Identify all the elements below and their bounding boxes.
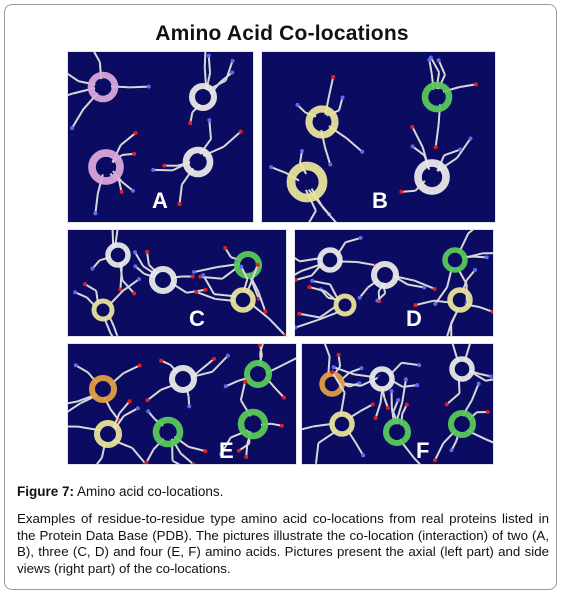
atom-dot bbox=[434, 145, 438, 149]
atom-dot bbox=[239, 130, 243, 134]
atom-dot bbox=[390, 389, 394, 393]
side-chain-bond bbox=[123, 366, 139, 374]
side-chain-bond bbox=[189, 447, 206, 451]
side-chain-bond bbox=[153, 170, 172, 171]
caption-text: Amino acid co-locations. bbox=[74, 484, 224, 499]
atom-dot bbox=[128, 399, 132, 403]
side-chain-bond bbox=[72, 109, 83, 128]
atom-dot bbox=[485, 255, 489, 259]
atom-dot bbox=[74, 363, 78, 367]
atom-dot bbox=[433, 458, 437, 462]
side-chain-bond bbox=[339, 97, 343, 110]
side-chain-bond bbox=[114, 326, 118, 337]
atom-dot bbox=[399, 190, 403, 194]
side-chain-bond bbox=[325, 147, 330, 164]
atom-dot bbox=[207, 54, 211, 58]
atom-dot bbox=[332, 365, 336, 369]
side-chain-bond bbox=[241, 382, 245, 400]
atom-dot bbox=[70, 126, 74, 130]
atom-dot bbox=[437, 58, 441, 62]
atom-dot bbox=[231, 59, 235, 63]
atom-dot bbox=[396, 398, 400, 402]
atom-dot bbox=[90, 267, 94, 271]
panel-e bbox=[67, 343, 297, 465]
atom-dot bbox=[337, 353, 341, 357]
side-chain-bond bbox=[459, 84, 476, 87]
figure-description: Examples of residue-to-residue type amino acid co-locations from real proteins listed in the Protein Data Base (PDB). The pictures illustrate the co-location (interaction) of two (A, B), three (C, D) and four (E, F) amino acids. Pictures present the axial (left part) and side views (right part) of the co-locations. bbox=[17, 511, 549, 576]
atom-dot bbox=[427, 58, 431, 62]
atom-dot bbox=[187, 404, 191, 408]
atom-dot bbox=[83, 282, 87, 286]
atom-dot bbox=[405, 403, 409, 407]
side-chain-bond bbox=[401, 191, 415, 192]
panel-b-label: B bbox=[372, 188, 388, 213]
panel-c bbox=[67, 229, 287, 337]
atom-dot bbox=[212, 357, 216, 361]
side-chain-bond bbox=[402, 363, 420, 365]
atom-dot bbox=[191, 275, 195, 279]
helix-core bbox=[338, 420, 347, 429]
caption-label: Figure 7: bbox=[17, 484, 75, 499]
atom-dot bbox=[201, 273, 205, 277]
atom-dot bbox=[192, 270, 196, 274]
side-chain-bond bbox=[444, 150, 460, 156]
side-chain-bond bbox=[435, 443, 443, 460]
atom-dot bbox=[469, 137, 473, 141]
atom-dot bbox=[404, 377, 408, 381]
side-chain-bond bbox=[258, 292, 265, 312]
panel-b bbox=[261, 51, 496, 223]
side-chain-bond bbox=[346, 138, 362, 152]
atom-dot bbox=[417, 363, 421, 367]
side-chain-bond bbox=[295, 320, 318, 328]
side-chain-bond bbox=[360, 404, 373, 411]
helix-core bbox=[328, 380, 337, 389]
side-chain-bond bbox=[130, 87, 149, 88]
atom-dot bbox=[133, 264, 137, 268]
side-chain-bond bbox=[269, 318, 286, 335]
atom-dot bbox=[450, 448, 454, 452]
side-chain-bond bbox=[271, 167, 286, 173]
atom-dot bbox=[138, 364, 142, 368]
atom-dot bbox=[422, 285, 426, 289]
helix-core bbox=[378, 375, 387, 384]
atom-dot bbox=[237, 449, 241, 453]
panel-f bbox=[301, 343, 494, 465]
atom-dot bbox=[330, 370, 334, 374]
atom-dot bbox=[310, 279, 314, 283]
helix-core bbox=[98, 384, 108, 394]
panel-e-label: E bbox=[219, 438, 234, 463]
atom-dot bbox=[226, 354, 230, 358]
atom-dot bbox=[410, 125, 414, 129]
side-chain-bond bbox=[76, 365, 88, 372]
atom-dot bbox=[374, 416, 378, 420]
panel-d bbox=[294, 229, 494, 337]
side-chain-bond bbox=[480, 307, 493, 312]
atom-dot bbox=[145, 398, 149, 402]
side-chain-bond bbox=[181, 454, 194, 465]
side-chain-bond bbox=[124, 408, 138, 416]
atom-dot bbox=[223, 246, 227, 250]
atom-dot bbox=[331, 75, 335, 79]
atom-dot bbox=[489, 374, 493, 378]
helix-core bbox=[326, 256, 335, 265]
atom-dot bbox=[361, 453, 365, 457]
helix-core bbox=[158, 275, 168, 285]
panel-a-label: A bbox=[152, 188, 168, 213]
helix-core bbox=[426, 171, 439, 184]
atom-dot bbox=[486, 410, 490, 414]
side-chain-bond bbox=[412, 127, 422, 148]
atom-dot bbox=[433, 287, 437, 291]
atom-dot bbox=[145, 250, 149, 254]
atom-dot bbox=[188, 121, 192, 125]
side-chain-bond bbox=[68, 72, 79, 82]
side-chain-bond bbox=[312, 281, 330, 284]
panel-a bbox=[67, 51, 254, 223]
atom-dot bbox=[146, 409, 150, 413]
atom-dot bbox=[280, 424, 284, 428]
side-chain-bond bbox=[202, 359, 214, 369]
atom-dot bbox=[159, 359, 163, 363]
atom-dot bbox=[341, 95, 345, 99]
side-chain-bond bbox=[486, 439, 494, 447]
side-chain-bond bbox=[95, 194, 97, 214]
atom-dot bbox=[300, 149, 304, 153]
helix-core bbox=[316, 116, 328, 128]
helix-core bbox=[380, 270, 390, 280]
atom-dot bbox=[295, 103, 299, 107]
helix-core bbox=[392, 427, 402, 437]
side-chain-bond bbox=[220, 73, 232, 83]
atom-dot bbox=[119, 190, 123, 194]
side-chain-bond bbox=[92, 52, 100, 62]
atom-dot bbox=[131, 189, 135, 193]
side-chain-bond bbox=[402, 379, 406, 402]
side-chain-bond bbox=[444, 326, 450, 337]
helix-core bbox=[193, 157, 204, 168]
side-chain-bond bbox=[316, 443, 319, 465]
helix-core bbox=[253, 369, 263, 379]
side-chain-bond bbox=[68, 402, 77, 406]
atom-dot bbox=[477, 382, 481, 386]
helix-core bbox=[239, 296, 248, 305]
helix-core bbox=[458, 365, 467, 374]
panel-d-label: D bbox=[406, 306, 422, 331]
atom-dot bbox=[269, 165, 273, 169]
atom-dot bbox=[458, 148, 462, 152]
side-chain-bond bbox=[224, 132, 241, 147]
atom-dot bbox=[239, 265, 243, 269]
figure-title: Amino Acid Co-locations bbox=[155, 22, 409, 45]
helix-core bbox=[114, 251, 123, 260]
side-chain-bond bbox=[205, 52, 206, 67]
atom-dot bbox=[194, 290, 198, 294]
side-chain-bond bbox=[209, 120, 211, 139]
side-chain-bond bbox=[357, 262, 376, 265]
side-chain-bond bbox=[121, 133, 136, 145]
side-chain-bond bbox=[429, 60, 431, 75]
side-chain-bond bbox=[209, 56, 210, 73]
helix-core bbox=[451, 256, 460, 265]
helix-core bbox=[100, 161, 113, 174]
helix-core bbox=[99, 306, 107, 314]
side-chain-bond bbox=[482, 253, 494, 254]
atom-dot bbox=[93, 211, 97, 215]
side-chain-bond bbox=[132, 448, 145, 464]
atom-dot bbox=[132, 152, 136, 156]
side-chain-bond bbox=[296, 276, 312, 280]
side-chain-bond bbox=[468, 230, 485, 233]
atom-dot bbox=[178, 202, 182, 206]
atom-dot bbox=[314, 464, 318, 465]
side-chain-bond bbox=[302, 427, 313, 432]
atom-dot bbox=[207, 118, 211, 122]
atom-dot bbox=[133, 250, 137, 254]
atom-dot bbox=[224, 384, 228, 388]
helix-core bbox=[103, 429, 113, 439]
atom-dot bbox=[307, 285, 311, 289]
atom-dot bbox=[411, 144, 415, 148]
atom-dot bbox=[230, 71, 234, 75]
side-chain-bond bbox=[304, 211, 316, 223]
side-chain-bond bbox=[68, 94, 73, 101]
side-chain-bond bbox=[135, 252, 143, 266]
atom-dot bbox=[263, 310, 267, 314]
side-chain-bond bbox=[345, 238, 360, 242]
atom-dot bbox=[371, 402, 375, 406]
side-chain-bond bbox=[194, 267, 217, 272]
side-chain-bond bbox=[408, 284, 425, 287]
atom-dot bbox=[358, 296, 362, 300]
side-chain-bond bbox=[329, 77, 333, 96]
atom-dot bbox=[147, 85, 151, 89]
helix-core bbox=[163, 427, 174, 438]
atom-dot bbox=[360, 150, 364, 154]
side-chain-bond bbox=[275, 387, 285, 397]
side-chain-bond bbox=[323, 208, 338, 223]
atom-dot bbox=[244, 455, 248, 459]
helix-core bbox=[300, 175, 314, 189]
atom-dot bbox=[359, 236, 363, 240]
atom-dot bbox=[445, 402, 449, 406]
atom-dot bbox=[134, 131, 138, 135]
atom-dot bbox=[328, 163, 332, 167]
atom-dot bbox=[243, 380, 247, 384]
side-chain-bond bbox=[436, 126, 439, 147]
side-chain-bond bbox=[295, 248, 300, 261]
side-chain-bond bbox=[180, 185, 182, 205]
helix-core bbox=[243, 260, 253, 270]
atom-dot bbox=[162, 164, 166, 168]
atom-dot bbox=[151, 168, 155, 172]
atom-dot bbox=[474, 82, 478, 86]
atom-dot bbox=[297, 312, 301, 316]
atom-dot bbox=[73, 290, 77, 294]
side-chain-bond bbox=[122, 182, 133, 191]
panel-c-label: C bbox=[189, 306, 205, 331]
atom-dot bbox=[359, 366, 363, 370]
atom-dot bbox=[203, 449, 207, 453]
helix-core bbox=[341, 301, 349, 309]
side-chain-bond bbox=[299, 314, 320, 318]
atom-dot bbox=[386, 406, 390, 410]
atom-dot bbox=[137, 277, 141, 281]
helix-core bbox=[457, 419, 467, 429]
atom-dot bbox=[132, 291, 136, 295]
side-chain-bond bbox=[447, 393, 460, 404]
side-chain-bond bbox=[92, 458, 102, 465]
side-chain-bond bbox=[356, 442, 364, 455]
helix-core bbox=[248, 419, 259, 430]
side-chain-bond bbox=[415, 301, 433, 305]
panel-f-label: F bbox=[416, 438, 430, 463]
helix-core bbox=[178, 374, 188, 384]
atom-dot bbox=[144, 461, 148, 465]
atom-dot bbox=[473, 268, 477, 272]
side-chain-bond bbox=[376, 403, 381, 418]
figure-caption bbox=[17, 483, 547, 500]
side-chain-bond bbox=[68, 403, 80, 414]
atom-dot bbox=[433, 302, 437, 306]
atom-dot bbox=[203, 288, 207, 292]
atom-dot bbox=[282, 396, 286, 400]
side-chain-bond bbox=[283, 357, 297, 365]
helix-core bbox=[98, 82, 109, 93]
side-chain-bond bbox=[472, 384, 479, 401]
helix-core bbox=[432, 92, 443, 103]
side-chain-bond bbox=[147, 390, 160, 400]
atom-dot bbox=[375, 299, 379, 303]
atom-dot bbox=[415, 383, 419, 387]
side-chain-bond bbox=[119, 401, 129, 413]
side-chain-bond bbox=[322, 344, 329, 356]
helix-core bbox=[198, 92, 208, 102]
side-chain-bond bbox=[146, 450, 153, 463]
atom-dot bbox=[256, 263, 260, 267]
atom-dot bbox=[136, 406, 140, 410]
helix-core bbox=[456, 296, 465, 305]
